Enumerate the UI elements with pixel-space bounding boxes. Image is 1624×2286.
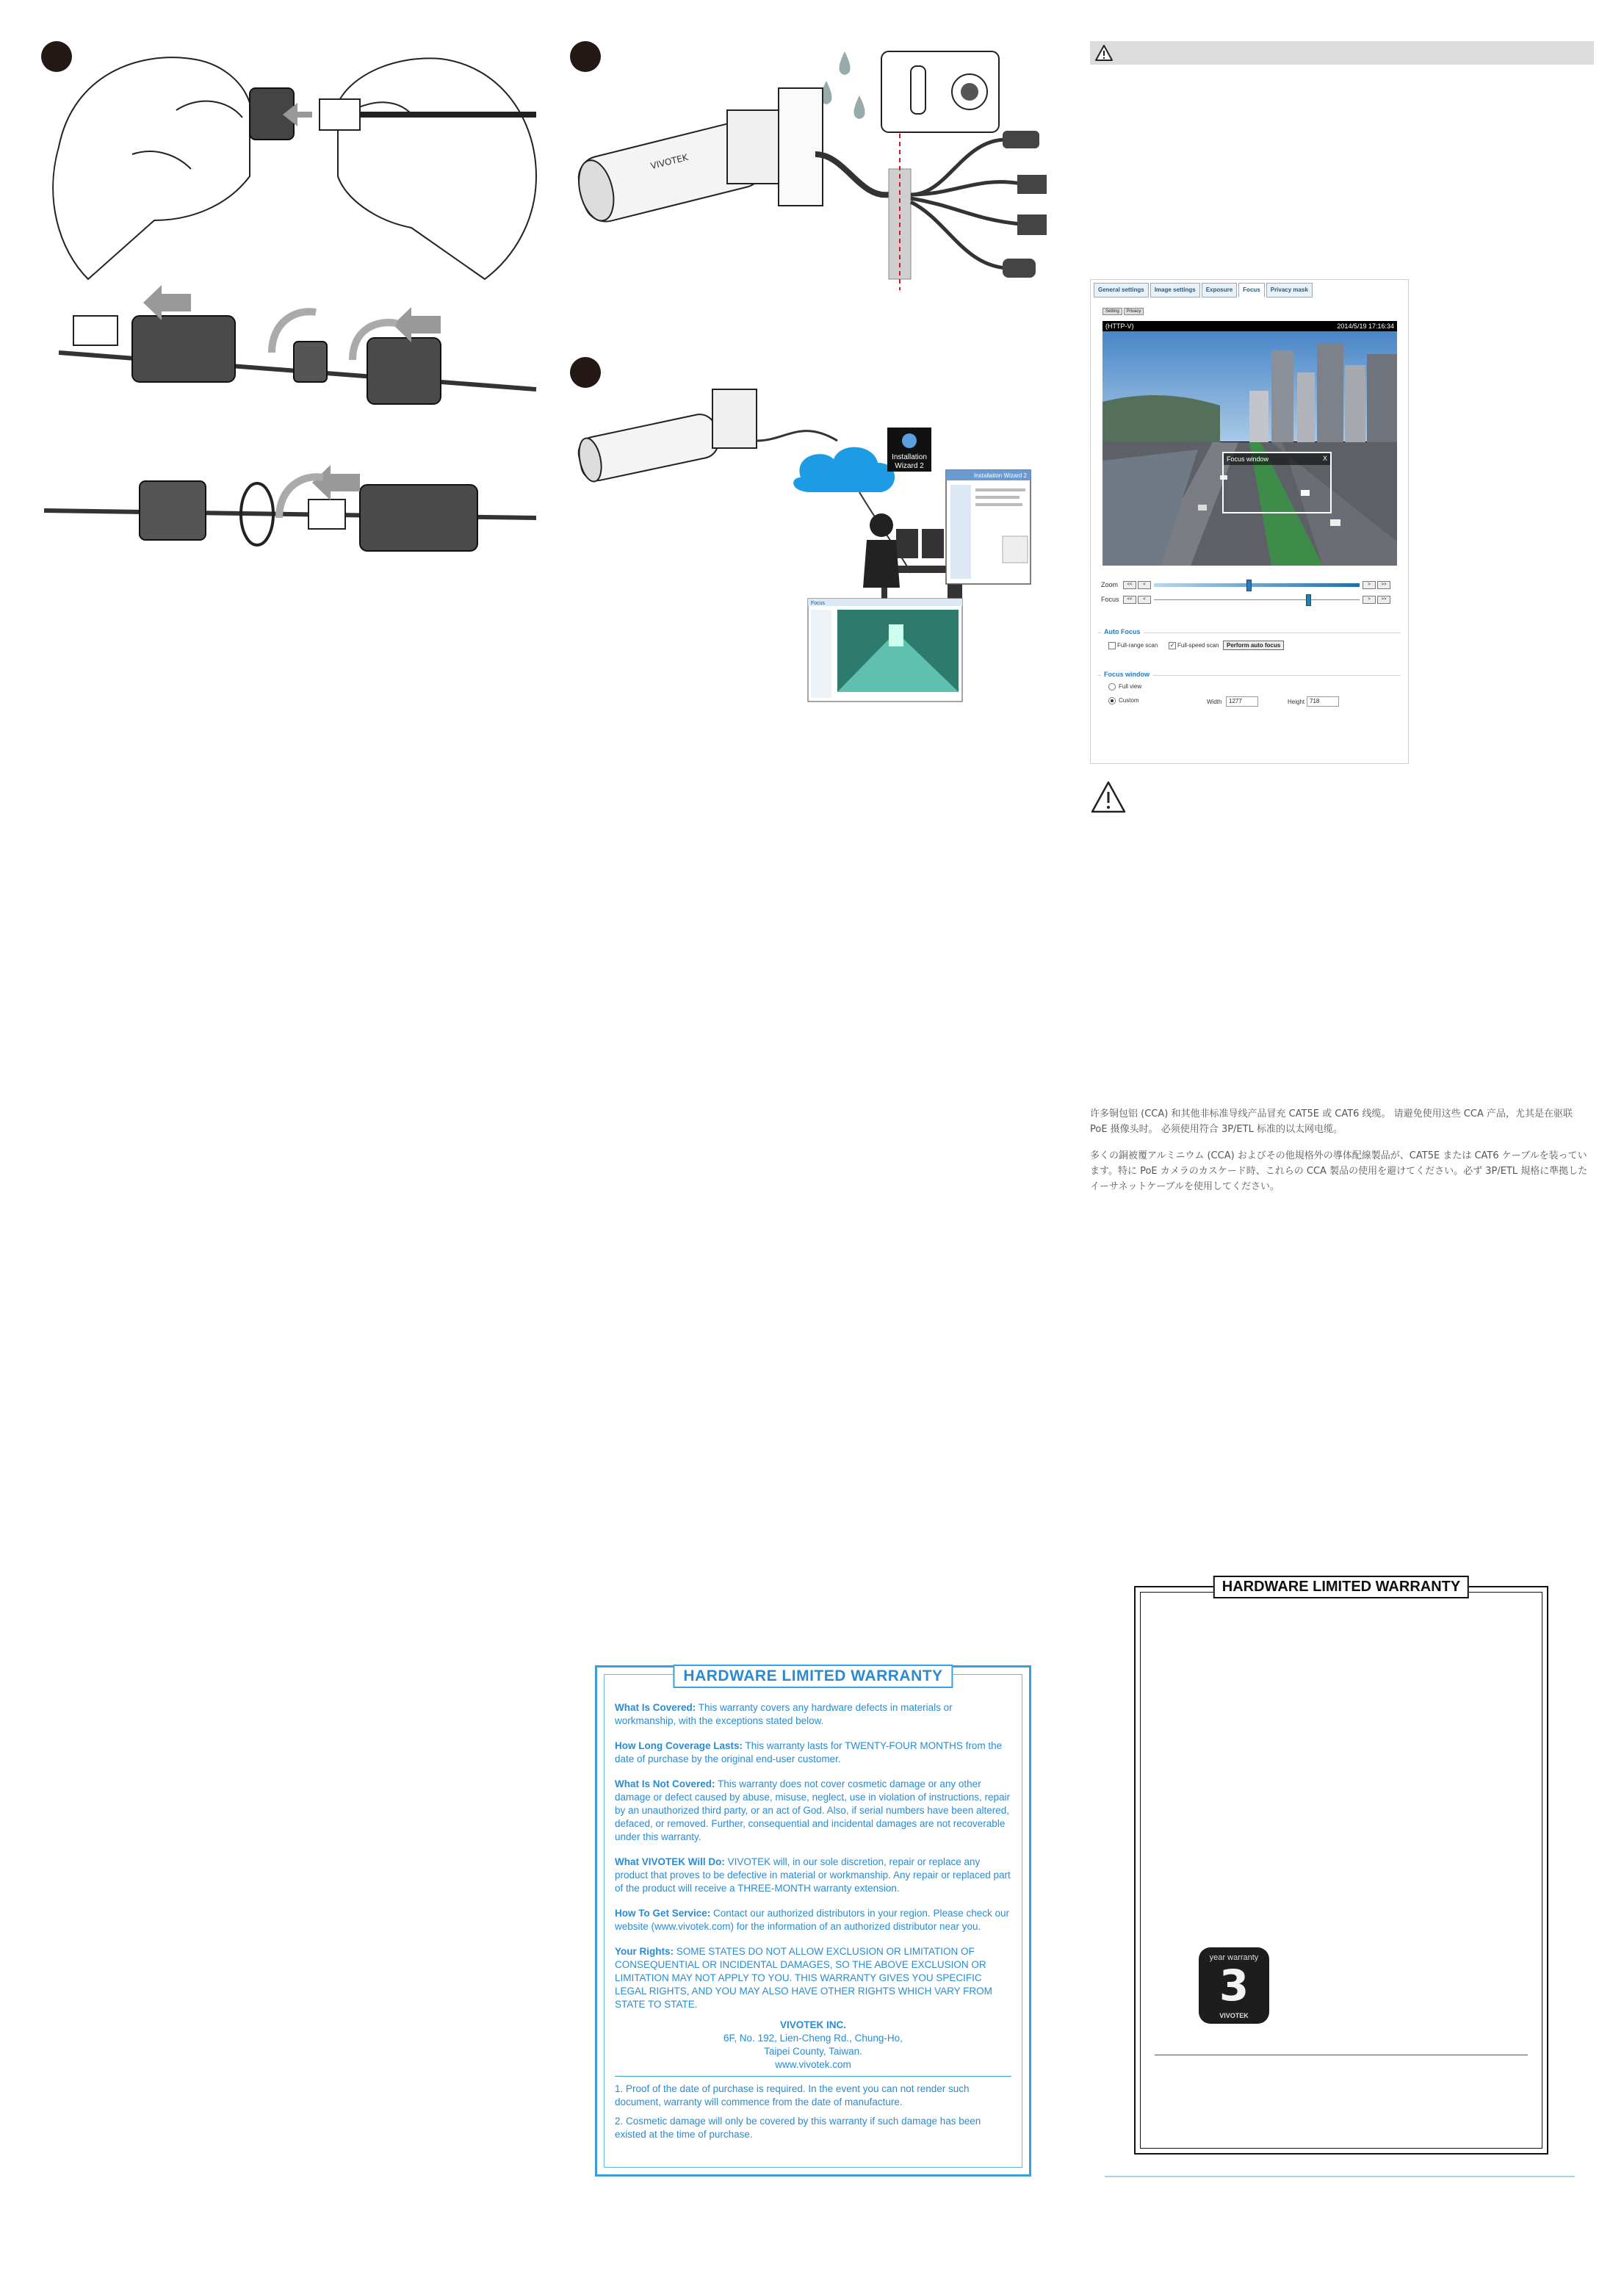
- video-protocol: (HTTP-V): [1105, 322, 1134, 330]
- hardware-warranty-box: [595, 1665, 1031, 2177]
- warranty-secondary-title: HARDWARE LIMITED WARRANTY: [1213, 1576, 1469, 1598]
- focus-slider-thumb[interactable]: [1306, 594, 1311, 606]
- warranty-notes: [615, 2083, 1011, 2141]
- zoom-fast-forward-button[interactable]: >>: [1377, 581, 1390, 589]
- zoom-label: Zoom: [1101, 581, 1119, 588]
- warranty-section-your-rights: Your Rights: SOME STATES DO NOT ALLOW EXCLUSION OR LIMITATION OF CONSEQUENTIAL OR INCIDENTAL DAMAGES, SO THE ABOVE EXCLUSION OR LIMITATION MAY NOT APPLY TO YOU. THIS WARRANTY GIVES YOU SPECIFIC LEGAL RIGHTS, AND YOU MAY ALSO HAVE OTHER RIGHTS WHICH VARY FROM STATE TO STATE.: [615, 1946, 992, 2010]
- height-label: Height: [1288, 699, 1305, 705]
- tab-privacy-mask[interactable]: Privacy mask: [1266, 283, 1313, 298]
- bottom-rule: [1105, 2176, 1575, 2177]
- focus-window-section-title: Focus window: [1101, 671, 1152, 678]
- video-timestamp: 2014/5/19 17:16:34: [1337, 322, 1394, 330]
- badge-number: 3: [1219, 1961, 1249, 2011]
- caution-header-bar: [1090, 41, 1594, 65]
- focus-forward-button[interactable]: >: [1363, 596, 1376, 604]
- perform-auto-focus-button[interactable]: Perform auto focus: [1223, 641, 1284, 650]
- cca-warning-japanese: 多くの銅被覆アルミニウム (CCA) およびその他規格外の導体配線製品が、CAT5E または CAT6 ケーブルを装っています。特に PoE カメラのカスケード時、これらの CCA 製品の使用を避けてください。必ず 3P/ETL 規格に準拠したイーサネットケーブルを使用してください。: [1090, 1150, 1588, 1192]
- focus-window-overlay[interactable]: [1222, 452, 1332, 513]
- zoom-fast-back-button[interactable]: <<: [1123, 581, 1136, 589]
- three-year-warranty-badge: [1199, 1947, 1269, 2024]
- hands-connector-illustration: [29, 29, 544, 558]
- wizard-icon-label-1: Installation: [892, 453, 927, 461]
- focus-window-label: Focus window: [1227, 455, 1269, 463]
- custom-label: Custom: [1119, 697, 1139, 704]
- company-website-link[interactable]: www.vivotek.com: [775, 2059, 851, 2070]
- warranty-note-1: 1. Proof of the date of purchase is required. In the event you can not render such document, warranty will commence from the date of manufacture.: [615, 2083, 970, 2107]
- warranty-notes-divider: [615, 2076, 1011, 2077]
- focus-fast-back-button[interactable]: <<: [1123, 596, 1136, 604]
- wizard-window-title: Installation Wizard 2: [973, 472, 1027, 479]
- warranty-body: [615, 1701, 1011, 2147]
- focus-settings-screenshot: [1090, 279, 1409, 764]
- warranty-title: HARDWARE LIMITED WARRANTY: [673, 1665, 953, 1688]
- cca-warning-chinese: 许多铜包铝 (CCA) 和其他非标准导线产品冒充 CAT5E 或 CAT6 线缆。 请避免使用这些 CCA 产品，尤其是在驱联 PoE 摄像头时。 必须使用符合 3P/ETL 标准的以太网电缆。: [1090, 1108, 1573, 1135]
- zoom-back-button[interactable]: <: [1138, 581, 1151, 589]
- auto-focus-title: Auto Focus: [1101, 628, 1144, 635]
- tab-exposure[interactable]: Exposure: [1202, 283, 1237, 298]
- width-label: Width: [1207, 699, 1222, 705]
- warranty-section-get-service: How To Get Service: Contact our authorized distributors in your region. Please check our website (www.vivotek.com) for the information of an authorized distributor near you.: [615, 1908, 1009, 1932]
- video-status-bar: [1102, 321, 1397, 331]
- full-speed-scan-checkbox[interactable]: ✓: [1169, 642, 1175, 649]
- custom-radio[interactable]: [1108, 697, 1116, 704]
- warning-triangle-icon: [1090, 780, 1127, 814]
- warranty-section-duration: How Long Coverage Lasts: This warranty lasts for TWENTY-FOUR MONTHS from the date of purchase by the original end-user customer.: [615, 1740, 1003, 1764]
- close-icon[interactable]: X: [1322, 455, 1327, 462]
- width-input[interactable]: 1277: [1226, 696, 1258, 707]
- warranty-section-not-covered: What Is Not Covered: This warranty does not cover cosmetic damage or any other damage or defect caused by abuse, misuse, neglect, use in violation of instructions, repair by an unauthorized third party, or an act of God. Also, if serial numbers have been altered, defaced, or removed. Further, consequential and incidental damages are not recoverable under this warranty.: [615, 1778, 1011, 1842]
- tab-focus[interactable]: Focus: [1238, 283, 1265, 298]
- tab-general-settings[interactable]: General settings: [1094, 283, 1149, 298]
- company-address-line-2: Taipei County, Taiwan.: [764, 2046, 862, 2057]
- auto-focus-divider: [1098, 632, 1401, 633]
- focus-label: Focus: [1101, 596, 1119, 603]
- badge-brand: VIVOTEK: [1219, 2012, 1249, 2019]
- focus-slider[interactable]: [1154, 599, 1360, 600]
- privacy-small-button[interactable]: Privacy: [1124, 308, 1144, 315]
- tab-image-settings[interactable]: Image settings: [1150, 283, 1200, 298]
- badge-year-warranty-text: year warranty: [1209, 1953, 1259, 1962]
- network-setup-illustration: [566, 367, 1036, 705]
- zoom-slider-thumb[interactable]: [1246, 580, 1252, 591]
- wizard-icon-label-2: Wizard 2: [895, 462, 924, 470]
- focus-back-button[interactable]: <: [1138, 596, 1151, 604]
- settings-tabs: [1094, 283, 1313, 298]
- zoom-slider[interactable]: [1154, 583, 1360, 587]
- company-address-block: [615, 2019, 1011, 2072]
- height-input[interactable]: 718: [1307, 696, 1339, 707]
- full-speed-scan-label: Full-speed scan: [1177, 642, 1219, 649]
- setting-small-button[interactable]: Setting: [1102, 308, 1122, 315]
- small-window-title: Focus: [811, 601, 826, 606]
- live-video-view[interactable]: [1102, 321, 1397, 566]
- full-view-radio[interactable]: [1108, 683, 1116, 691]
- warranty-note-2: 2. Cosmetic damage will only be covered by this warranty if such damage has been existed at the time of purchase.: [615, 2116, 981, 2140]
- camera-brand-label: VIVOTEK: [649, 152, 690, 172]
- full-range-scan-checkbox[interactable]: [1108, 642, 1116, 649]
- company-name: VIVOTEK INC.: [779, 2019, 846, 2030]
- warning-triangle-icon: [1094, 44, 1114, 62]
- camera-wall-mount-illustration: [566, 29, 1072, 294]
- zoom-forward-button[interactable]: >: [1363, 581, 1376, 589]
- focus-fast-forward-button[interactable]: >>: [1377, 596, 1390, 604]
- company-address-line-1: 6F, No. 192, Lien-Cheng Rd., Chung-Ho,: [723, 2033, 903, 2044]
- hardware-warranty-box-secondary: [1134, 1579, 1548, 2155]
- warranty-section-covered: What Is Covered: This warranty covers any hardware defects in materials or workmanship, with the exceptions stated below.: [615, 1702, 953, 1726]
- warranty-section-vivotek-will-do: What VIVOTEK Will Do: VIVOTEK will, in our sole discretion, repair or replace any product that proves to be defective in material or workmanship. Any repair or replaced part of the product will receive a THREE-MONTH warranty extension.: [615, 1856, 1011, 1894]
- full-view-label: Full view: [1119, 683, 1142, 690]
- city-highway-image: [1102, 321, 1397, 566]
- full-range-scan-label: Full-range scan: [1117, 642, 1158, 649]
